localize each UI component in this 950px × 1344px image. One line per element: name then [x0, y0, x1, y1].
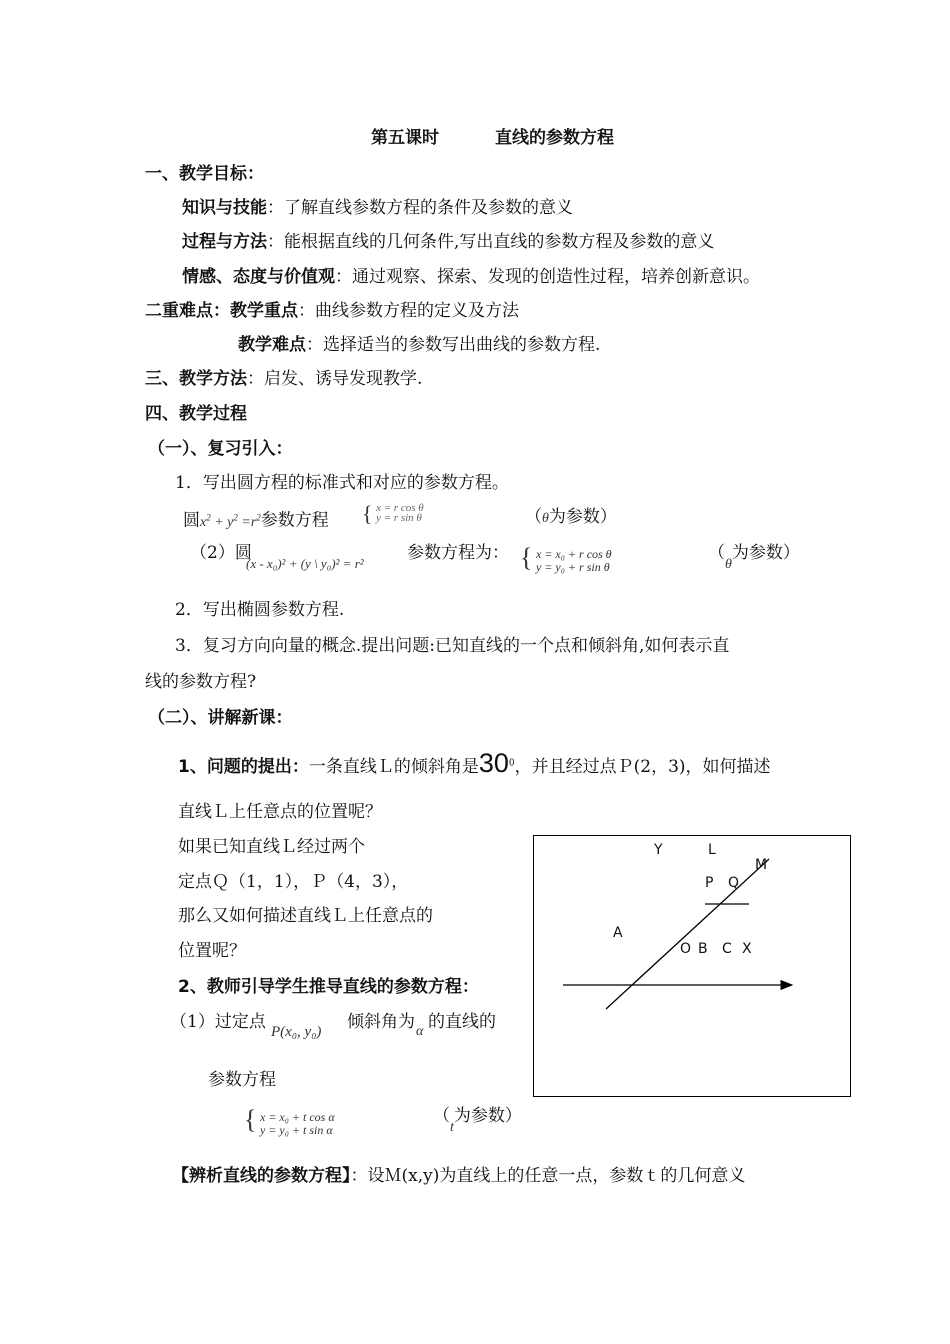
label-p: P	[705, 875, 714, 891]
problem-text-b: ，并且经过点Ｐ(2，3)，如何描述	[514, 757, 771, 777]
label-o: O	[680, 941, 692, 957]
goal-emotion-label: 情感、态度与价值观	[182, 267, 335, 287]
circle-standard-line	[183, 507, 329, 533]
goal-process	[182, 232, 714, 252]
hard-points	[238, 335, 600, 355]
part-1-heading: （一）、复习引入：	[148, 439, 293, 459]
circle-general-system-line-1: x = x₀ + r cos θ	[536, 547, 612, 561]
circle-system	[376, 503, 424, 523]
derivation-item-1-post: 的直线的	[428, 1012, 496, 1032]
key-label: 教学重点	[230, 301, 298, 321]
goal-knowledge	[182, 198, 573, 218]
label-a: A	[613, 925, 623, 941]
line-param-note: （$_t$为参数）	[433, 1106, 522, 1135]
circle-param-label: 参数方程	[260, 510, 329, 531]
lesson-number: 第五课时	[371, 128, 439, 148]
derivation-item-1-mid: 倾斜角为	[347, 1012, 415, 1032]
label-q: Q	[728, 875, 740, 891]
goal-process-label: 过程与方法	[182, 232, 267, 252]
circle-system-brace: {	[362, 501, 373, 526]
circle-general-param-label: 参数方程为：	[407, 543, 509, 563]
circle-system-line-2: y = r sin θ	[376, 512, 422, 524]
circle-general-system-line-2: y = y₀ + r sin θ	[536, 560, 610, 574]
label-x: X	[742, 941, 752, 957]
label-m: M	[755, 857, 768, 873]
line-l	[606, 859, 769, 1009]
question-2: 2．写出椭圆参数方程.	[175, 600, 345, 620]
circle-system-line-1: x = r cos θ	[376, 502, 424, 514]
circle-equation: $x^2 + y^2 =r^2$	[200, 512, 261, 530]
label-l: L	[708, 842, 716, 858]
fixed-point: P(x₀, y₀)	[271, 1024, 322, 1040]
problem-statement	[178, 745, 771, 785]
analysis-label: 【辨析直线的参数方程】	[172, 1166, 351, 1186]
method-label: 三、教学方法	[145, 369, 247, 389]
page-title: 直线的参数方程	[495, 128, 614, 148]
part-2-heading: （二）、讲解新课：	[148, 708, 293, 728]
label-c: C	[722, 941, 732, 957]
line-system-brace: {	[244, 1105, 257, 1134]
derivation-item-1-pre: （1）过定点	[170, 1012, 266, 1032]
problem-text-a: 一条直线Ｌ的倾斜角是	[308, 757, 479, 777]
degree-mark: 0	[508, 758, 515, 769]
goal-emotion	[182, 267, 760, 287]
hard-text: ：选择适当的参数写出曲线的参数方程.	[306, 335, 601, 355]
line-diagram	[533, 835, 851, 1097]
question-3-line-1: 3．复习方向向量的概念.提出问题:已知直线的一个点和倾斜角,如何表示直	[175, 636, 730, 656]
hard-label: 教学难点	[238, 335, 306, 355]
derivation-heading: 2、教师引导学生推导直线的参数方程：	[178, 977, 479, 997]
problem-label: 1、问题的提出：	[178, 757, 309, 777]
key-text: ：曲线参数方程的定义及方法	[298, 301, 519, 321]
circle-prefix: 圆	[183, 510, 200, 531]
process-heading: 四、教学过程	[145, 404, 247, 424]
analysis-line	[172, 1166, 745, 1186]
circle-general-brace: {	[520, 543, 533, 572]
circle-param-note: （θ为参数）	[525, 507, 617, 527]
angle-alpha: α	[416, 1024, 424, 1039]
circle-general-note: （$_\theta$为参数）	[708, 543, 800, 572]
circle-general-equation: (x - x₀)² + (y \ y₀)² = r²	[246, 556, 364, 571]
method-text: ：启发、诱导发现教学.	[247, 369, 423, 389]
diagram-lines	[533, 835, 851, 1097]
difficulty-label: 二重难点：	[145, 301, 230, 321]
teaching-method	[145, 369, 422, 389]
line-system-line-1: x = x₀ + t cos α	[260, 1110, 335, 1124]
problem-line-3: 如果已知直线Ｌ经过两个	[178, 837, 365, 857]
problem-line-2: 直线Ｌ上任意点的位置呢？	[178, 802, 382, 822]
line-system	[260, 1111, 335, 1137]
angle-value: 30	[478, 748, 509, 778]
question-3-line-2: 线的参数方程?	[145, 672, 257, 692]
question-1: 1．写出圆方程的标准式和对应的参数方程。	[175, 473, 509, 493]
analysis-text: ：设Ｍ(x,y)为直线上的任意一点，参数ｔ的几何意义	[350, 1166, 746, 1186]
goal-knowledge-text: ：了解直线参数方程的条件及参数的意义	[267, 198, 573, 218]
circle-general-prefix: （2）圆	[190, 543, 252, 563]
label-b: B	[698, 941, 708, 957]
key-points	[145, 301, 519, 321]
goal-knowledge-label: 知识与技能	[182, 198, 267, 218]
problem-line-6: 位置呢？	[178, 941, 246, 961]
circle-general-system	[536, 548, 612, 574]
section-1-heading: 一、教学目标：	[145, 164, 264, 184]
derivation-item-1-line-2: 参数方程	[208, 1070, 276, 1090]
problem-line-4: 定点Ｑ（1，1），Ｐ（4，3），	[178, 872, 409, 892]
goal-emotion-text: ：通过观察、探索、发现的创造性过程，培养创新意识。	[335, 267, 760, 287]
goal-process-text: ：能根据直线的几何条件,写出直线的参数方程及参数的意义	[267, 232, 715, 252]
line-system-line-2: y = y₀ + t sin α	[260, 1123, 333, 1137]
problem-line-5: 那么又如何描述直线Ｌ上任意点的	[178, 906, 433, 926]
label-y: Y	[654, 842, 663, 858]
